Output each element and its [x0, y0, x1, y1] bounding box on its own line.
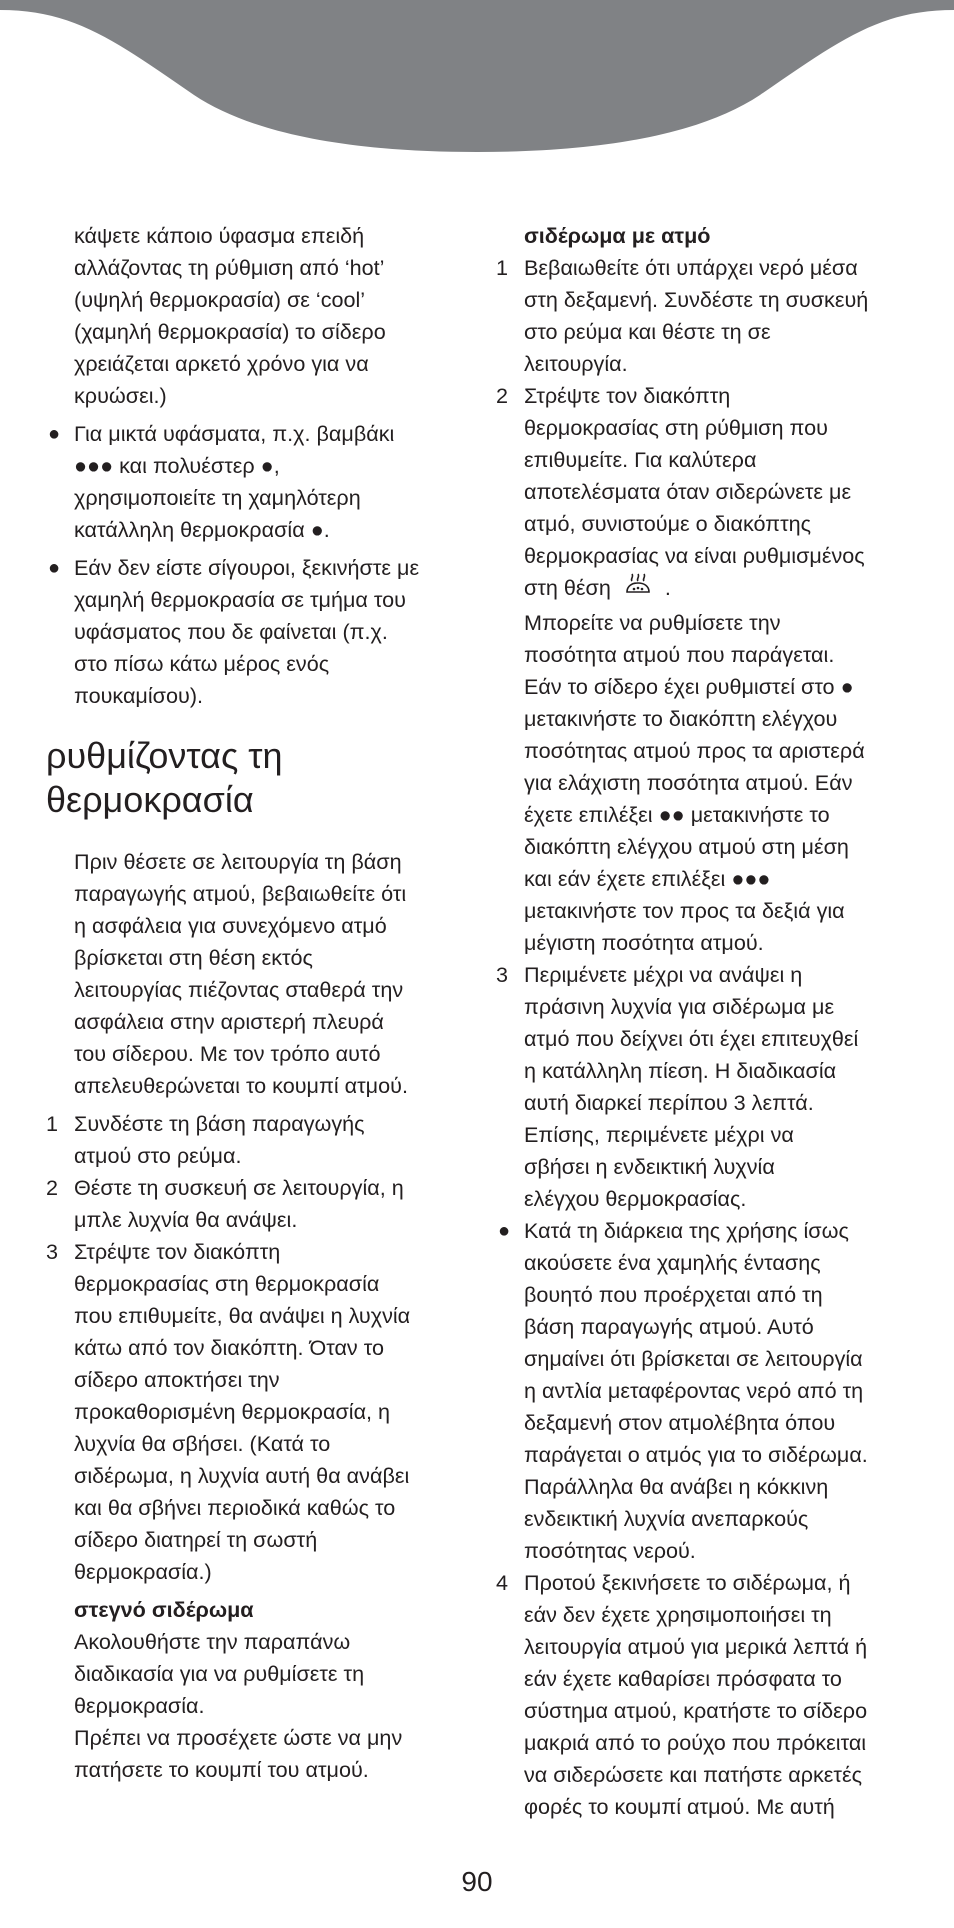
- text-line: μετακινήστε το διακόπτη ελέγχου: [524, 706, 838, 731]
- text-line: Για μικτά υφάσματα, π.χ. βαμβάκι: [74, 421, 395, 446]
- text-line: διακόπτη ελέγχου ατμού στη μέση: [524, 834, 849, 859]
- dot-one-icon: ●: [840, 674, 854, 699]
- step-2: [46, 1172, 466, 1236]
- text-line: για ελάχιστη ποσότητα ατμού. Εάν: [524, 770, 853, 795]
- text-line: (χαμηλή θερμοκρασία) το σίδερο: [74, 319, 386, 344]
- text-line: [74, 450, 466, 482]
- text-line: κάτω από τον διακόπτη. Όταν το: [74, 1335, 384, 1360]
- text-line: Πρέπει να προσέχετε ώστε να μην: [74, 1725, 403, 1750]
- dots-two-icon: ●●: [658, 802, 685, 827]
- step-number: 2: [46, 1175, 59, 1200]
- text-line: θερμοκρασία.: [74, 1693, 205, 1718]
- text-line: θερμοκρασίας να είναι ρυθμισμένος: [524, 543, 865, 568]
- text-line: η ασφάλεια για συνεχόμενο ατμό: [74, 913, 387, 938]
- text-line: μακριά από το ρούχο που πρόκειται: [524, 1730, 867, 1755]
- step-number: 3: [46, 1239, 59, 1264]
- step-number: 3: [496, 962, 509, 987]
- bullet-unsure: [46, 552, 466, 712]
- text-line: Περιμένετε μέχρι να ανάψει η: [524, 962, 803, 987]
- text-fragment: .: [323, 517, 330, 542]
- text-line: αυτή διαρκεί περίπου 3 λεπτά.: [524, 1090, 814, 1115]
- text-line: διαδικασία για να ρυθμίσετε τη: [74, 1661, 365, 1686]
- text-line: Παράλληλα θα ανάβει η κόκκινη: [524, 1474, 829, 1499]
- text-line: απελευθερώνεται το κουμπί ατμού.: [74, 1073, 408, 1098]
- text-fragment: μετακινήστε το: [690, 802, 830, 827]
- text-line: παράγεται ο ατμός για το σιδέρωμα.: [524, 1442, 868, 1467]
- text-line: [74, 514, 466, 546]
- text-line: ελέγχου θερμοκρασίας.: [524, 1186, 747, 1211]
- text-line: ακούσετε ένα χαμηλής έντασης: [524, 1250, 821, 1275]
- text-line: Επίσης, περιμένετε μέχρι να: [524, 1122, 794, 1147]
- text-line: στο ρεύμα και θέστε τη σε: [524, 319, 771, 344]
- step-number: 1: [46, 1111, 59, 1136]
- text-line: θερμοκρασία.): [74, 1559, 212, 1584]
- text-fragment: έχετε επιλέξει: [524, 802, 653, 827]
- text-line: σβήσει η ενδεικτική λυχνία: [524, 1154, 775, 1179]
- text-line: σιδέρωμα, η λυχνία αυτή θα ανάβει: [74, 1463, 410, 1488]
- text-line: ατμό, συνιστούμε ο διακόπτης: [524, 511, 812, 536]
- dot-one-icon: ●: [310, 517, 324, 542]
- text-line: εάν δεν έχετε χρησιμοποιήσει τη: [524, 1602, 832, 1627]
- text-fragment: Εάν το σίδερο έχει ρυθμιστεί στο: [524, 674, 835, 699]
- text-line: ατμού στο ρεύμα.: [74, 1143, 242, 1168]
- bullet-pump-noise: [496, 1215, 916, 1567]
- section-heading: [46, 734, 466, 822]
- text-line: εάν έχετε καθαρίσει πρόσφατα το: [524, 1666, 842, 1691]
- text-line: μέγιστη ποσότητα ατμού.: [524, 930, 764, 955]
- text-line: στο πίσω κάτω μέρος ενός: [74, 651, 330, 676]
- step-3: [46, 1236, 466, 1588]
- text-line: [524, 799, 916, 831]
- intro-paragraph: [46, 846, 466, 1102]
- text-line: χαμηλή θερμοκρασία σε τμήμα του: [74, 587, 406, 612]
- text-line: [524, 572, 916, 607]
- text-line: του σίδερου. Με τον τρόπο αυτό: [74, 1041, 381, 1066]
- text-line: ατμό που δείχνει ότι έχει επιτευχθεί: [524, 1026, 859, 1051]
- text-fragment: στη θέση: [524, 575, 611, 601]
- text-line: σίδερο διατηρεί τη σωστή: [74, 1527, 318, 1552]
- text-line: ποσότητας ατμού προς τα αριστερά: [524, 738, 865, 763]
- text-line: και θα σβήνει περιοδικά καθώς το: [74, 1495, 396, 1520]
- text-line: σύστημα ατμού, κρατήστε το σίδερο: [524, 1698, 868, 1723]
- steam-setting-icon: [623, 572, 653, 607]
- text-line: [524, 863, 916, 895]
- page-number: 90: [461, 1866, 493, 1897]
- text-line: προκαθορισμένη θερμοκρασία, η: [74, 1399, 391, 1424]
- dry-ironing-section: [46, 1594, 466, 1786]
- text-line: ποσότητας νερού.: [524, 1538, 696, 1563]
- text-line: σίδερο αποκτήσει την: [74, 1367, 280, 1392]
- text-line: που επιθυμείτε, θα ανάψει η λυχνία: [74, 1303, 411, 1328]
- text-line: λυχνία θα σβήσει. (Κατά το: [74, 1431, 331, 1456]
- subheading: σιδέρωμα με ατμό: [524, 223, 711, 248]
- steam-step-4: [496, 1567, 916, 1823]
- text-line: η κατάλληλη πίεση. Η διαδικασία: [524, 1058, 837, 1083]
- left-column: [46, 220, 466, 1786]
- text-line: Στρέψτε τον διακόπτη: [74, 1239, 281, 1264]
- bullet-icon: ●: [498, 1220, 511, 1242]
- bullet-mixed-fabrics: [46, 418, 466, 546]
- text-line: Μπορείτε να ρυθμίσετε την: [524, 610, 781, 635]
- text-line: θερμοκρασίας στη θερμοκρασία: [74, 1271, 380, 1296]
- text-line: σημαίνει ότι βρίσκεται σε λειτουργία: [524, 1346, 863, 1371]
- step-number: 2: [496, 383, 509, 408]
- text-line: η αντλία μεταφέροντας νερό από τη: [524, 1378, 864, 1403]
- text-line: Στρέψτε τον διακόπτη: [524, 383, 731, 408]
- text-line: λειτουργία.: [524, 351, 628, 376]
- text-line: (υψηλή θερμοκρασία) σε ‘cool’: [74, 287, 366, 312]
- text-line: Συνδέστε τη βάση παραγωγής: [74, 1111, 365, 1136]
- text-line: υφάσματος που δε φαίνεται (π.χ.: [74, 619, 388, 644]
- text-line: ενδεικτική λυχνία ανεπαρκούς: [524, 1506, 809, 1531]
- text-line: να σιδερώσετε και πατήστε αρκετές: [524, 1762, 862, 1787]
- text-line: βουητό που προέρχεται από τη: [524, 1282, 823, 1307]
- text-line: Ακολουθήστε την παραπάνω: [74, 1629, 351, 1654]
- bullet-icon: ●: [48, 423, 61, 445]
- subheading: στεγνό σιδέρωμα: [74, 1597, 254, 1622]
- bullet-icon: ●: [48, 557, 61, 579]
- heading-line: θερμοκρασία: [46, 779, 254, 820]
- text-line: λειτουργία ατμού για μερικά λεπτά ή: [524, 1634, 868, 1659]
- text-line: πατήσετε το κουμπί του ατμού.: [74, 1757, 369, 1782]
- dots-three-icon: ●●●: [731, 866, 771, 891]
- text-line: Πριν θέσετε σε λειτουργία τη βάση: [74, 849, 402, 874]
- right-column: [496, 220, 916, 1823]
- text-line: κρυώσει.): [74, 383, 167, 408]
- text-line: αλλάζοντας τη ρύθμιση από ‘hot’: [74, 255, 385, 280]
- steam-step-1: [496, 252, 916, 380]
- text-line: στη δεξαμενή. Συνδέστε τη συσκευή: [524, 287, 869, 312]
- text-line: λειτουργίας πιέζοντας σταθερά την: [74, 977, 404, 1002]
- text-line: χρησιμοποιείτε τη χαμηλότερη: [74, 485, 361, 510]
- text-line: ασφάλεια στην αριστερή πλευρά: [74, 1009, 384, 1034]
- text-line: Κατά τη διάρκεια της χρήσης ίσως: [524, 1218, 849, 1243]
- steam-step-2: [496, 380, 916, 959]
- step-number: 1: [496, 255, 509, 280]
- text-line: Βεβαιωθείτε ότι υπάρχει νερό μέσα: [524, 255, 858, 280]
- text-line: μπλε λυχνία θα ανάψει.: [74, 1207, 298, 1232]
- text-fragment: και εάν έχετε επιλέξει: [524, 866, 726, 891]
- step-1: [46, 1108, 466, 1172]
- text-line: Θέστε τη συσκευή σε λειτουργία, η: [74, 1175, 404, 1200]
- heading-line: ρυθμίζοντας τη: [46, 735, 283, 776]
- text-fragment: και πολυέστερ: [119, 453, 255, 478]
- text-line: θερμοκρασίας στη ρύθμιση που: [524, 415, 828, 440]
- text-fragment: .: [664, 575, 671, 601]
- text-line: αποτελέσματα όταν σιδερώνετε με: [524, 479, 852, 504]
- text-line: ποσότητα ατμού που παράγεται.: [524, 642, 835, 667]
- text-line: επιθυμείτε. Για καλύτερα: [524, 447, 757, 472]
- text-line: βρίσκεται στη θέση εκτός: [74, 945, 313, 970]
- dots-three-icon: ●●●: [74, 453, 114, 478]
- text-line: Προτού ξεκινήσετε το σιδέρωμα, ή: [524, 1570, 851, 1595]
- text-line: βάση παραγωγής ατμού. Αυτό: [524, 1314, 814, 1339]
- steam-step-3: [496, 959, 916, 1215]
- text-fragment: κατάλληλη θερμοκρασία: [74, 517, 305, 542]
- text-line: πουκαμίσου).: [74, 683, 204, 708]
- text-line: [524, 671, 916, 703]
- text-line: πράσινη λυχνία για σιδέρωμα με: [524, 994, 835, 1019]
- text-line: Εάν δεν είστε σίγουροι, ξεκινήστε με: [74, 555, 420, 580]
- dot-one-icon: ●: [260, 453, 274, 478]
- intro-continuation: [46, 220, 466, 412]
- text-fragment: ,: [273, 453, 280, 478]
- text-line: μετακινήστε τον προς τα δεξιά για: [524, 898, 845, 923]
- text-line: κάψετε κάποιο ύφασμα επειδή: [74, 223, 365, 248]
- header-wave-decoration: [0, 0, 954, 160]
- text-line: δεξαμενή στον ατμολέβητα όπου: [524, 1410, 836, 1435]
- step-number: 4: [496, 1570, 509, 1595]
- text-line: χρειάζεται αρκετό χρόνο για να: [74, 351, 369, 376]
- text-line: φορές το κουμπί ατμού. Με αυτή: [524, 1794, 835, 1819]
- text-line: παραγωγής ατμού, βεβαιωθείτε ότι: [74, 881, 407, 906]
